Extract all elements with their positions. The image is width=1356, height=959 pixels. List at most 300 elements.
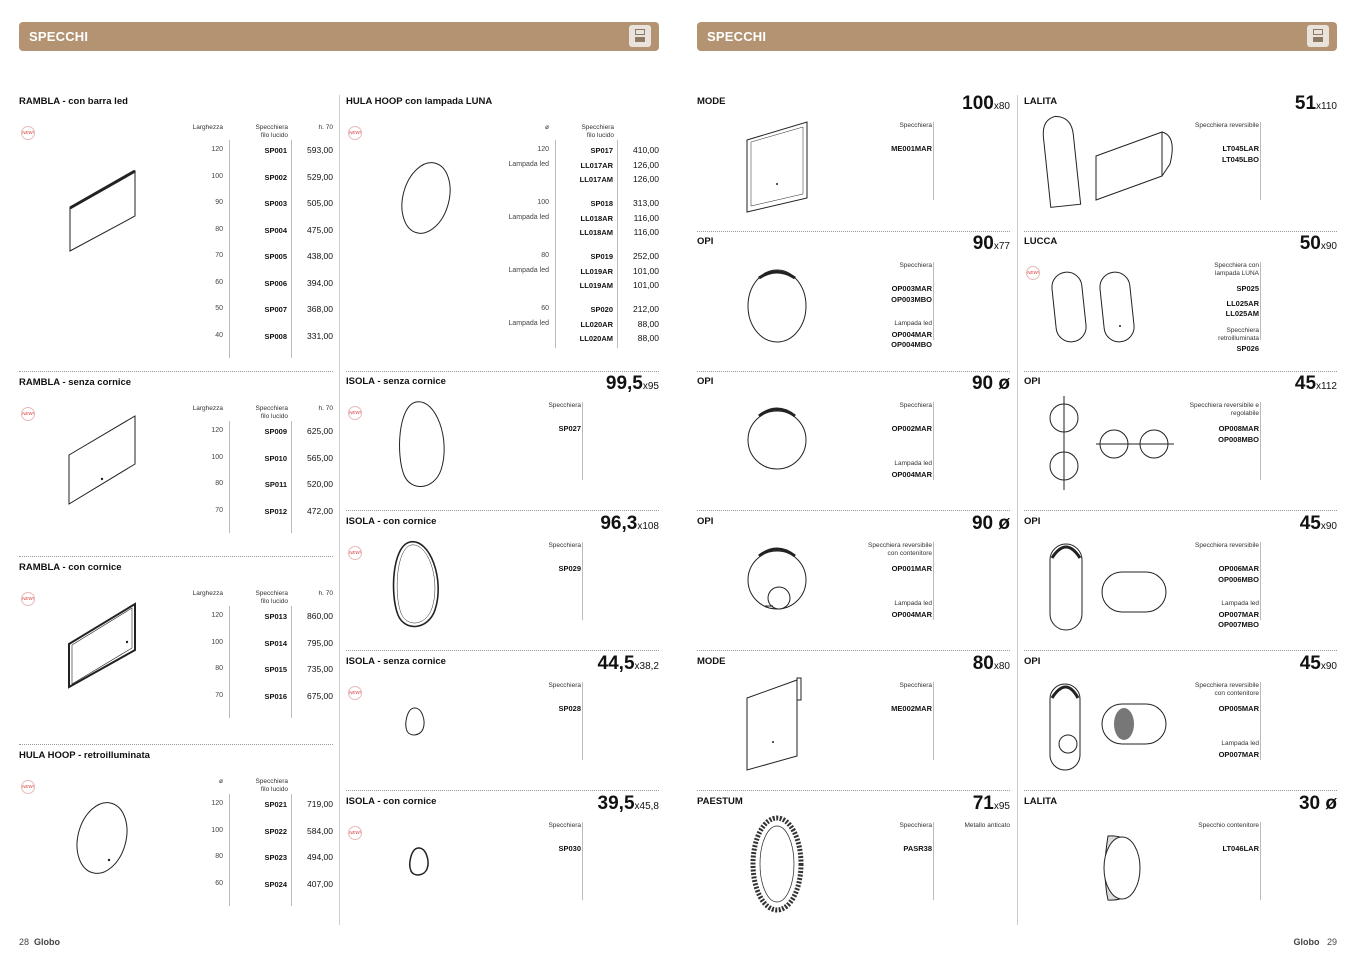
divider — [933, 402, 934, 480]
divider — [1260, 542, 1261, 620]
divider — [933, 122, 934, 200]
size-value: 100 — [211, 826, 223, 834]
product-isola1 — [346, 373, 659, 506]
mirror-illustration — [406, 846, 434, 880]
product-code: SP020 — [590, 305, 613, 314]
mirror-illustration — [67, 166, 147, 256]
product-code: LT046LAR — [1222, 844, 1259, 853]
lamp-label: Lampada led — [508, 214, 549, 221]
dimensions — [1295, 373, 1337, 395]
mirror-illustration — [1042, 116, 1182, 212]
brand-name: Globo — [34, 937, 61, 947]
mirror-illustration — [747, 266, 809, 346]
mirror-illustration — [1048, 540, 1168, 636]
spec-label: Specchiera reversibile — [1195, 122, 1259, 129]
size-value: 80 — [215, 480, 223, 487]
size-value: 80 — [215, 853, 223, 860]
price: 88,00 — [637, 333, 659, 343]
header-bar-right — [697, 22, 1337, 51]
dimension-sub: x112 — [1316, 381, 1337, 392]
product-title: RAMBLA - con barra led — [19, 96, 128, 107]
product-code: LL018AR — [580, 214, 613, 223]
spec-label: Specchiera reversibile e regolabile — [1189, 402, 1259, 417]
lamp-label: Lampada led — [508, 320, 549, 327]
dimension-main: 50 — [1299, 233, 1321, 254]
product-title: MODE — [697, 656, 726, 667]
price: 494,00 — [307, 852, 333, 862]
dimension-sub: x77 — [993, 241, 1010, 252]
spec-label: Specchiera — [899, 682, 932, 689]
new-badge: NEW! — [21, 407, 35, 421]
product-title: LALITA — [1024, 796, 1058, 807]
separator — [1024, 231, 1337, 232]
price: 126,00 — [633, 160, 659, 170]
product-code: SP009 — [264, 427, 287, 436]
product-code: SP008 — [264, 331, 287, 341]
price: 116,00 — [633, 213, 659, 223]
separator — [346, 650, 659, 651]
divider — [291, 794, 292, 906]
product-title: HULA HOOP - retroilluminata — [19, 750, 150, 761]
new-badge: NEW! — [348, 406, 362, 420]
product-code: OP004MAR — [891, 330, 932, 339]
separator — [19, 371, 333, 372]
divider — [229, 421, 230, 533]
product-title: OPI — [697, 516, 714, 527]
spec-label: Specchiera — [548, 822, 581, 829]
separator — [697, 650, 1010, 651]
product-isola2 — [346, 513, 659, 646]
new-badge: NEW! — [348, 546, 362, 560]
dimensions — [973, 233, 1010, 255]
size-value: 120 — [211, 427, 223, 434]
col-header-price: h. 70 — [318, 124, 333, 131]
product-code: LL020AR — [580, 320, 613, 329]
separator — [697, 790, 1010, 791]
dimension-sub: x95 — [993, 801, 1010, 812]
product-opi4 — [1024, 373, 1337, 506]
divider — [229, 794, 230, 906]
divider — [1260, 122, 1261, 200]
page-number: 28 — [19, 937, 30, 947]
product-code: LL019AM — [579, 281, 613, 290]
price: 472,00 — [307, 505, 333, 516]
divider — [291, 421, 292, 533]
price: 520,00 — [307, 479, 333, 489]
product-lalita1 — [1024, 93, 1337, 226]
product-title: OPI — [1024, 656, 1041, 667]
dimension-main: 45 — [1294, 373, 1317, 394]
product-code: OP005MAR — [1218, 704, 1259, 713]
dimension-main: 80 — [972, 653, 994, 674]
product-title: LUCCA — [1024, 236, 1058, 247]
dimensions — [972, 373, 1010, 395]
dimensions — [1299, 793, 1337, 815]
dimension-sub: x90 — [1320, 241, 1337, 252]
dimension-sub: x80 — [993, 661, 1010, 672]
dimensions — [1300, 233, 1337, 255]
product-code: SP017 — [590, 146, 613, 155]
mirror-illustration — [67, 412, 147, 502]
price: 116,00 — [633, 227, 659, 237]
mirror-illustration — [749, 816, 809, 916]
product-title: OPI — [1024, 376, 1041, 387]
mirror-illustration — [76, 800, 136, 880]
product-code: SP011 — [264, 480, 287, 489]
product-code: LL025AR — [1226, 299, 1259, 308]
divider — [291, 606, 292, 718]
column-divider — [1017, 95, 1018, 925]
product-title: HULA HOOP con lampada LUNA — [346, 96, 493, 107]
separator — [346, 371, 659, 372]
dimension-main: 45 — [1299, 653, 1321, 674]
divider — [933, 542, 934, 620]
price: 407,00 — [307, 878, 333, 889]
product-code: ME002MAR — [891, 704, 932, 713]
size-value: 80 — [215, 665, 223, 672]
col-header-size: Larghezza — [192, 590, 223, 597]
size-value: 50 — [215, 305, 223, 312]
spec-label: Specchiera retroilluminata — [1218, 327, 1259, 342]
dimension-sub: x108 — [637, 521, 659, 532]
spec-label: Specchiera con lampada LUNA — [1214, 262, 1259, 277]
header-bar-left — [19, 22, 659, 51]
product-code: SP027 — [558, 424, 581, 433]
col-header-price: h. 70 — [318, 405, 333, 412]
product-code: SP015 — [264, 665, 287, 674]
size-value: 40 — [215, 331, 223, 339]
spec-label: Specchiera — [548, 402, 581, 409]
product-title: PAESTUM — [697, 796, 743, 807]
product-title: OPI — [697, 236, 714, 247]
new-badge: NEW! — [348, 126, 362, 140]
dimensions — [598, 653, 659, 675]
product-code: OP001MAR — [891, 564, 932, 573]
dimension-sub: x110 — [1316, 101, 1337, 112]
spec-label: Specchiera — [899, 822, 932, 829]
price: 438,00 — [307, 251, 333, 261]
mirror-illustration — [745, 120, 815, 220]
price: 529,00 — [307, 171, 333, 182]
product-code: SP006 — [264, 278, 287, 288]
spec-label: Specchiera — [548, 682, 581, 689]
product-title: RAMBLA - con cornice — [19, 562, 122, 573]
product-lucca — [1024, 233, 1337, 366]
product-code: SP014 — [264, 638, 287, 648]
product-code: SP004 — [264, 225, 287, 235]
product-code: LL017AM — [579, 175, 613, 184]
dimension-main: 90 ø — [971, 373, 1010, 394]
product-code: OP003MAR — [891, 284, 932, 293]
size-value: 70 — [215, 506, 223, 514]
product-opi3 — [697, 513, 1010, 646]
product-title: MODE — [697, 96, 726, 107]
footer-left — [19, 937, 60, 947]
dimensions — [606, 373, 659, 395]
size-value: 80 — [541, 252, 549, 259]
mirror-illustration — [401, 162, 461, 242]
new-badge: NEW! — [21, 126, 35, 140]
dimensions — [972, 513, 1010, 535]
spec-label: Lampada led — [894, 600, 932, 607]
divider — [1260, 682, 1261, 760]
header-title-right: SPECCHI — [707, 29, 767, 44]
product-code: OP007MAR — [1218, 610, 1259, 619]
divider — [1260, 262, 1261, 340]
product-lalita2 — [1024, 793, 1337, 926]
spec-label: Specchiera reversibile con contenitore — [1195, 682, 1259, 697]
product-code: OP003MBO — [891, 295, 932, 304]
col-header-spec: Specchiera filo lucido — [255, 590, 288, 605]
product-mode1 — [697, 93, 1010, 226]
dimensions — [1300, 653, 1337, 675]
product-code: OP008MBO — [1218, 435, 1259, 444]
product-code: OP002MAR — [891, 424, 932, 433]
price: 394,00 — [307, 277, 333, 288]
column-divider — [339, 95, 340, 925]
price: 795,00 — [307, 637, 333, 648]
mirror-illustration — [747, 538, 809, 612]
dimensions — [973, 653, 1010, 675]
size-value: 80 — [215, 225, 223, 233]
dimensions — [598, 793, 659, 815]
product-code: SP022 — [264, 826, 287, 836]
product-title: RAMBLA - senza cornice — [19, 377, 132, 388]
product-hula-luna — [346, 96, 659, 361]
product-code: OP006MBO — [1218, 575, 1259, 584]
spec-label: Specchio contenitore — [1198, 822, 1259, 829]
new-badge: NEW! — [348, 686, 362, 700]
header-title-left: SPECCHI — [29, 29, 89, 44]
price: 505,00 — [307, 198, 333, 208]
product-isola4 — [346, 793, 659, 926]
dimension-main: 44,5 — [597, 653, 635, 674]
save-icon[interactable] — [1307, 25, 1329, 47]
product-code: SP030 — [558, 844, 581, 853]
dimension-main: 51 — [1294, 93, 1317, 114]
mirror-illustration — [396, 400, 456, 492]
size-value: 120 — [211, 612, 223, 619]
product-code: SP029 — [558, 564, 581, 573]
divider — [229, 606, 230, 718]
spec-label: Lampada led — [894, 460, 932, 467]
spec-label: Lampada led — [1221, 740, 1259, 747]
size-value: 100 — [211, 172, 223, 180]
size-value: 90 — [215, 199, 223, 206]
lamp-label: Lampada led — [508, 267, 549, 274]
separator — [697, 510, 1010, 511]
product-code: OP008MAR — [1218, 424, 1259, 433]
col-header-price: h. 70 — [318, 590, 333, 597]
product-code: OP006MAR — [1218, 564, 1259, 573]
new-badge: NEW! — [1026, 266, 1040, 280]
product-code: PASR38 — [903, 844, 932, 853]
product-code: LL018AM — [579, 228, 613, 237]
size-value: 70 — [215, 252, 223, 259]
price: 593,00 — [307, 145, 333, 155]
product-title: OPI — [697, 376, 714, 387]
dimensions — [1300, 513, 1337, 535]
dimension-sub: x95 — [642, 381, 659, 392]
product-code: LT045LBO — [1222, 155, 1259, 164]
dimension-main: 96,3 — [600, 513, 638, 534]
product-code: SP026 — [1236, 344, 1259, 353]
product-code: LL019AR — [580, 267, 613, 276]
col-header-size: ø — [219, 778, 223, 785]
price: 410,00 — [633, 145, 659, 155]
product-title: ISOLA - senza cornice — [346, 376, 446, 387]
divider — [229, 140, 230, 358]
spec-label: Lampada led — [894, 320, 932, 327]
dimension-main: 90 — [972, 233, 994, 254]
price: 584,00 — [307, 825, 333, 836]
separator — [1024, 371, 1337, 372]
footer-right — [1293, 937, 1337, 947]
product-code: SP010 — [264, 453, 287, 463]
product-code: LL020AM — [579, 334, 613, 343]
product-code: SP001 — [264, 146, 287, 155]
page-number: 29 — [1326, 937, 1337, 947]
product-code: LL025AM — [1225, 309, 1259, 318]
price: 331,00 — [307, 330, 333, 341]
size-value: 100 — [211, 638, 223, 646]
product-code: SP018 — [590, 199, 613, 208]
price: 719,00 — [307, 799, 333, 809]
separator — [346, 790, 659, 791]
mirror-illustration — [402, 706, 430, 740]
product-opi2 — [697, 373, 1010, 506]
col-header-spec: Specchiera filo lucido — [255, 405, 288, 420]
dimension-main: 90 ø — [971, 513, 1010, 534]
material-note: Metallo anticato — [964, 822, 1010, 829]
price: 565,00 — [307, 452, 333, 463]
price: 252,00 — [633, 251, 659, 261]
price: 368,00 — [307, 304, 333, 314]
separator — [697, 231, 1010, 232]
spec-label: Specchiera — [548, 542, 581, 549]
divider — [582, 682, 583, 760]
product-isola3 — [346, 653, 659, 786]
product-opi1 — [697, 233, 1010, 366]
size-value: 60 — [215, 879, 223, 887]
product-code: SP025 — [1236, 284, 1259, 293]
product-paestum — [697, 793, 1010, 926]
divider — [617, 140, 618, 348]
brand-name: Globo — [1293, 937, 1320, 947]
size-value: 120 — [211, 800, 223, 807]
size-value: 70 — [215, 691, 223, 699]
product-rambla-senza — [19, 377, 333, 537]
price: 735,00 — [307, 664, 333, 674]
divider — [1260, 822, 1261, 900]
divider — [555, 140, 556, 348]
size-value: 120 — [537, 146, 549, 153]
product-code: SP023 — [264, 853, 287, 862]
product-code: ME001MAR — [891, 144, 932, 153]
new-badge: NEW! — [348, 826, 362, 840]
price: 212,00 — [633, 304, 659, 314]
product-code: SP016 — [264, 691, 287, 701]
price: 860,00 — [307, 611, 333, 621]
size-value: 100 — [211, 453, 223, 461]
dimension-sub: x80 — [993, 101, 1010, 112]
divider — [291, 140, 292, 358]
dimensions — [600, 513, 659, 535]
mirror-illustration — [1052, 264, 1142, 348]
spec-label: Specchiera — [899, 402, 932, 409]
dimension-sub: x90 — [1320, 521, 1337, 532]
col-header-size: ø — [545, 124, 549, 131]
product-code: SP024 — [264, 879, 287, 889]
product-code: SP012 — [264, 506, 287, 516]
dimension-sub: x45,8 — [634, 801, 659, 812]
product-code: SP019 — [590, 252, 613, 261]
dimension-main: 39,5 — [597, 793, 635, 814]
dimension-sub: x90 — [1320, 661, 1337, 672]
divider — [582, 542, 583, 620]
separator — [1024, 790, 1337, 791]
product-opi5 — [1024, 513, 1337, 646]
product-title: ISOLA - senza cornice — [346, 656, 446, 667]
mirror-illustration — [1078, 832, 1142, 904]
spec-label: Lampada led — [1221, 600, 1259, 607]
separator — [697, 371, 1010, 372]
product-rambla-barra — [19, 96, 333, 361]
product-code: SP021 — [264, 800, 287, 809]
spec-label: Specchiera reversibile con contenitore — [868, 542, 932, 557]
dimensions — [962, 93, 1010, 115]
dimension-main: 71 — [972, 793, 994, 814]
new-badge: NEW! — [21, 592, 35, 606]
spec-label: Specchiera — [899, 262, 932, 269]
product-title: ISOLA - con cornice — [346, 516, 437, 527]
product-rambla-cornice — [19, 562, 333, 722]
product-code: SP007 — [264, 305, 287, 314]
separator — [1024, 510, 1337, 511]
col-header-size: Larghezza — [192, 124, 223, 131]
col-header-spec: Specchiera filo lucido — [255, 778, 288, 793]
price: 625,00 — [307, 426, 333, 436]
mirror-illustration — [747, 398, 809, 472]
col-header-spec: Specchiera filo lucido — [581, 124, 614, 139]
product-opi6 — [1024, 653, 1337, 786]
price: 88,00 — [637, 319, 659, 329]
divider — [582, 822, 583, 900]
save-icon[interactable] — [629, 25, 651, 47]
dimension-main: 45 — [1299, 513, 1321, 534]
product-code: SP005 — [264, 252, 287, 261]
lamp-label: Lampada led — [508, 161, 549, 168]
product-code: OP004MAR — [891, 470, 932, 479]
separator — [19, 556, 333, 557]
product-title: ISOLA - con cornice — [346, 796, 437, 807]
product-code: OP007MBO — [1218, 620, 1259, 629]
product-code: LT045LAR — [1222, 144, 1259, 153]
size-value: 120 — [211, 146, 223, 153]
mirror-illustration — [390, 540, 450, 632]
product-hula-retro — [19, 750, 333, 910]
dimensions — [1295, 93, 1337, 115]
divider — [1260, 402, 1261, 480]
spec-label: Specchiera — [899, 122, 932, 129]
price: 101,00 — [633, 266, 659, 276]
size-value: 100 — [537, 199, 549, 206]
product-title: LALITA — [1024, 96, 1058, 107]
price: 675,00 — [307, 690, 333, 701]
size-value: 60 — [215, 278, 223, 286]
dimension-main: 100 — [962, 93, 994, 114]
mirror-illustration — [745, 678, 805, 778]
